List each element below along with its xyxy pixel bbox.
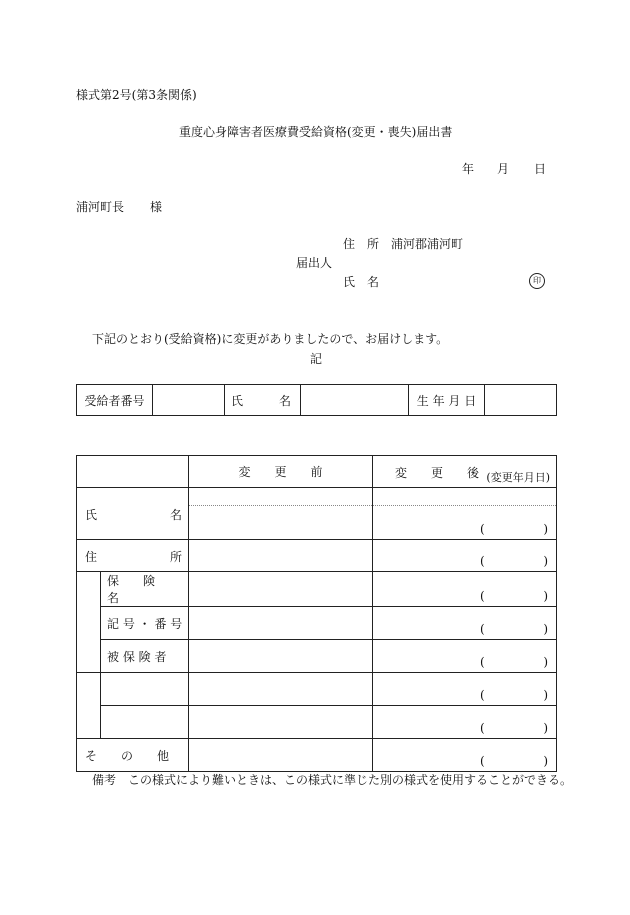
header-blank bbox=[77, 456, 189, 488]
address-value: 浦河郡浦河町 bbox=[391, 237, 464, 251]
address-label: 住 所 bbox=[343, 237, 380, 251]
change-date-label: (変更年月日) bbox=[486, 471, 550, 484]
row-name-before[interactable] bbox=[189, 488, 373, 540]
row-code-number-after[interactable]: ( ) bbox=[373, 607, 557, 640]
row-address-before[interactable] bbox=[189, 540, 373, 572]
row-address-label-cell bbox=[77, 540, 189, 572]
row-code-number-before[interactable] bbox=[189, 607, 373, 640]
furigana-divider bbox=[373, 505, 556, 506]
after-header: 変 更 後 bbox=[395, 466, 480, 480]
row-insurance-name-before[interactable] bbox=[189, 572, 373, 607]
row-insurance-name-label: 保 険 名 bbox=[101, 572, 189, 607]
form-number: 様式第2号(第3条関係) bbox=[76, 88, 197, 102]
after-header-cell bbox=[373, 456, 557, 488]
row-name-right: 名 bbox=[169, 508, 182, 522]
row-blank2-before[interactable] bbox=[189, 706, 373, 739]
recipient-name-label: 氏 名 bbox=[225, 385, 301, 416]
record-mark: 記 bbox=[310, 352, 323, 366]
document-title: 重度心身障害者医療費受給資格(変更・喪失)届出書 bbox=[179, 125, 453, 139]
addressee-honorific: 様 bbox=[150, 200, 163, 214]
blank-group-cell bbox=[77, 673, 101, 739]
furigana-divider bbox=[189, 505, 372, 506]
recipient-info-table bbox=[76, 384, 557, 416]
recipient-number-field[interactable] bbox=[153, 385, 225, 416]
row-blank1-label[interactable] bbox=[101, 673, 189, 706]
applicant-label: 届出人 bbox=[296, 256, 333, 270]
row-address-after[interactable]: ( ) bbox=[373, 540, 557, 572]
row-blank1-before[interactable] bbox=[189, 673, 373, 706]
row-address-left: 住 bbox=[85, 550, 98, 564]
insurance-group-cell bbox=[77, 572, 101, 673]
intro-text: 下記のとおり(受給資格)に変更がありましたので、お届けします。 bbox=[92, 332, 449, 346]
before-header: 変 更 前 bbox=[189, 456, 373, 488]
birthdate-label: 生 年 月 日 bbox=[409, 385, 485, 416]
seal-icon: 印 bbox=[529, 273, 545, 289]
row-code-number-label: 記 号 ・ 番 号 bbox=[101, 607, 189, 640]
row-name-after[interactable]: ( ) bbox=[373, 488, 557, 540]
date-day: 日 bbox=[534, 162, 547, 176]
row-insured-before[interactable] bbox=[189, 640, 373, 673]
row-insured-after[interactable]: ( ) bbox=[373, 640, 557, 673]
recipient-number-label: 受給者番号 bbox=[77, 385, 153, 416]
row-insurance-name-after[interactable]: ( ) bbox=[373, 572, 557, 607]
row-address-right: 所 bbox=[169, 550, 182, 564]
birthdate-field[interactable] bbox=[485, 385, 557, 416]
row-insured-label: 被 保 険 者 bbox=[101, 640, 189, 673]
date-month: 月 bbox=[497, 162, 510, 176]
row-other-after[interactable]: ( ) bbox=[373, 739, 557, 772]
remarks-note: 備考 この様式により難いときは、この様式に準じた別の様式を使用することができる。 bbox=[92, 773, 573, 787]
row-other-before[interactable] bbox=[189, 739, 373, 772]
row-blank1-after[interactable]: ( ) bbox=[373, 673, 557, 706]
row-blank2-after[interactable]: ( ) bbox=[373, 706, 557, 739]
row-name-left: 氏 bbox=[85, 508, 98, 522]
recipient-name-field[interactable] bbox=[301, 385, 409, 416]
row-name-label-cell bbox=[77, 488, 189, 540]
addressee-name: 浦河町長 bbox=[76, 200, 125, 214]
row-other-label: そ の 他 bbox=[77, 739, 189, 772]
name-label: 氏 名 bbox=[343, 275, 380, 289]
change-table bbox=[76, 455, 557, 772]
row-blank2-label[interactable] bbox=[101, 706, 189, 739]
date-year: 年 bbox=[462, 162, 475, 176]
